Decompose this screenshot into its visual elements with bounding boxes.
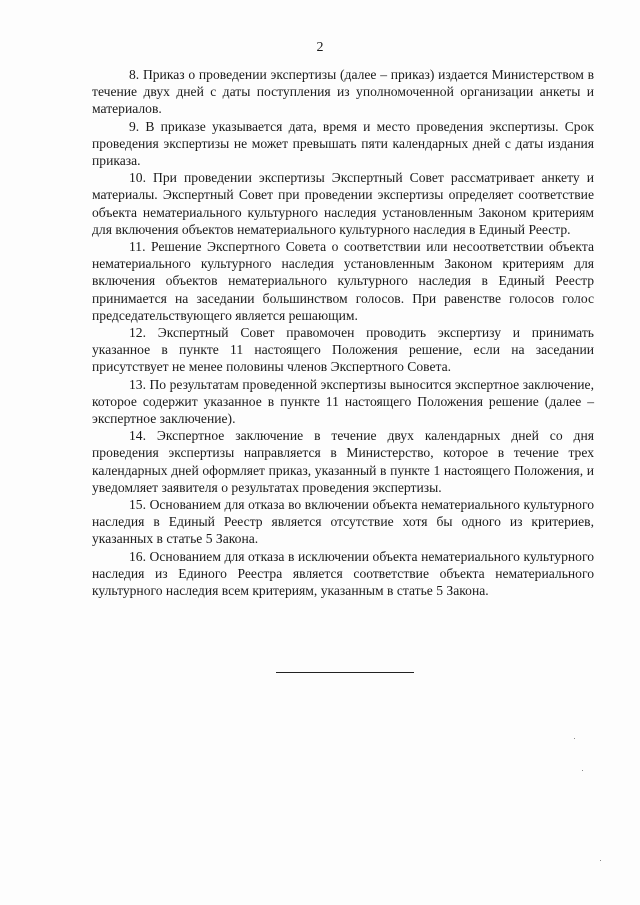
paragraph-14: 14. Экспертное заключение в течение двух календарных дней со дня проведения экспертизы направляется в Министерство, которое в течение трех календарных дней оформляет приказ, указанный в пункте 1 настоящего Положения, и уведомляет заявителя о результатах проведения экспертизы. xyxy=(92,428,594,495)
paragraph-10: 10. При проведении экспертизы Экспертный Совет рассматривает анкету и материалы. Экспертный Совет при проведении экспертизы определяет соответствие объекта нематериального культурного наследия установленным Законом критериям для включения объектов нематериального культурного наследия в Единый Реестр. xyxy=(92,170,594,237)
paragraph-9: 9. В приказе указывается дата, время и место проведения экспертизы. Срок проведения экспертизы не может превышать пяти календарных дней с даты издания приказа. xyxy=(92,118,594,169)
scan-speck xyxy=(582,770,583,771)
paragraph-12: 12. Экспертный Совет правомочен проводить экспертизу и принимать указанное в пункте 11 настоящего Положения решение, если на заседании присутствует не менее половины членов Экспертного Совета. xyxy=(92,325,594,375)
paragraph-8: 8. Приказ о проведении экспертизы (далее – приказ) издается Министерством в течение двух дней с даты поступления из уполномоченной организации анкеты и материалов. xyxy=(92,67,594,117)
scan-speck xyxy=(574,738,575,739)
document-body xyxy=(92,66,594,599)
scan-speck xyxy=(600,860,601,861)
end-separator-line xyxy=(276,672,414,673)
page-number: 2 xyxy=(316,40,324,55)
paragraph-11: 11. Решение Экспертного Совета о соответствии или несоответствии объекта нематериального культурного наследия установленным Законом критериям для включения объектов нематериального культурного наследия в Единый Реестр принимается на заседании большинством голосов. При равенстве голосов голос председательствующего является решающим. xyxy=(92,239,594,323)
paragraph-15: 15. Основанием для отказа во включении объекта нематериального культурного наследия в Единый Реестр является отсутствие хотя бы одного из критериев, указанных в статье 5 Закона. xyxy=(92,497,594,547)
paragraph-13: 13. По результатам проведенной экспертизы выносится экспертное заключение, которое содержит указанное в пункте 11 настоящего Положения решение (далее – экспертное заключение). xyxy=(92,376,594,427)
paragraph-16: 16. Основанием для отказа в исключении объекта нематериального культурного наследия из Единого Реестра является соответствие объекта нематериального культурного наследия всем критериям, указанным в статье 5 Закона. xyxy=(92,548,594,599)
